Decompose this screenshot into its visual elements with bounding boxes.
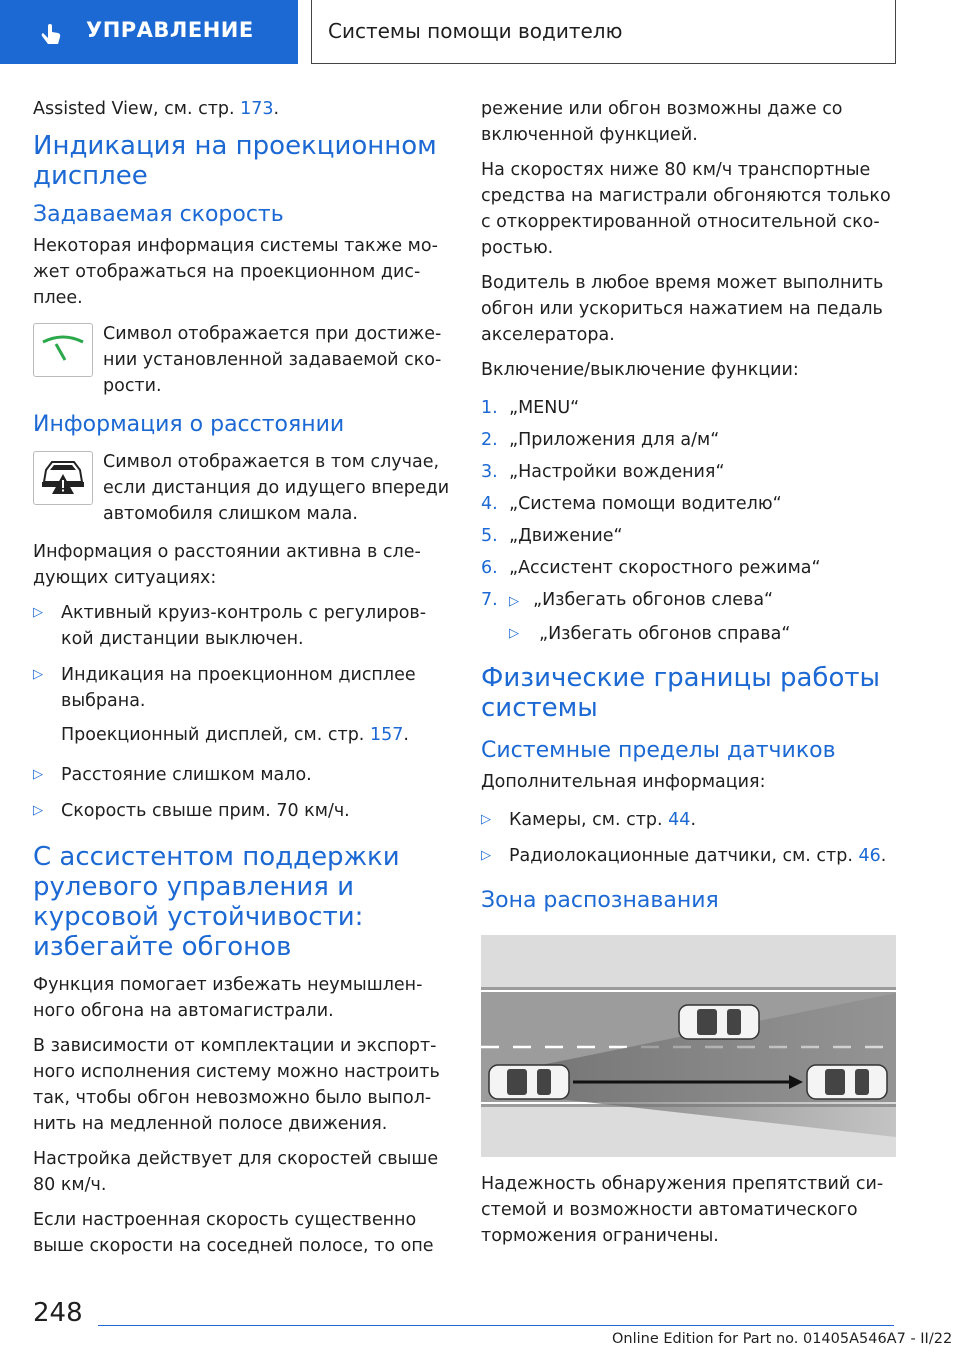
distance-conditions-list-2: [33, 762, 451, 824]
heading-set-speed: Задаваемая скорость: [33, 202, 284, 227]
triangle-bullet-icon: ▷: [33, 667, 43, 682]
triangle-bullet-icon: ▷: [33, 605, 43, 620]
chapter-box: [311, 0, 896, 64]
triangle-bullet-icon: ▷: [33, 767, 43, 782]
page-link-46[interactable]: 46: [858, 846, 881, 866]
paragraph-assist-1: Функция помогает избежать неумышленного обгона на автомагистрали.: [33, 975, 423, 1021]
set-speed-symbol-icon: [33, 323, 93, 377]
hand-steering-icon: [38, 20, 64, 46]
paragraph-right-2: На скоростях ниже 80 км/ч транспортные средства на магистрали обгоняются только с откорректированной относительной скоростью.: [481, 160, 891, 258]
page-link-157[interactable]: 157: [369, 725, 404, 745]
list-item: ▷ „Избегать обгонов справа“: [481, 621, 899, 647]
list-item: ▷ Активный круиз-контроль с регулировкой дистанции выключен.: [33, 600, 451, 652]
distance-warning-icon: [33, 451, 93, 505]
sensor-list: [481, 807, 899, 869]
paragraph-assist-2: В зависимости от комплектации и экспортного исполнения систему можно настроить так, чтобы обгон невозможно было выполнить на медленной полосе движения.: [33, 1036, 440, 1134]
heading-sensor-limits: Системные пределы датчиков: [481, 738, 836, 763]
heading-detection-zone: Зона распознавания: [481, 888, 719, 913]
list-item: ▷ Камеры, см. стр. 44.: [481, 807, 899, 833]
paragraph-right-3: Водитель в любое время может выполнить обгон или ускориться нажатием на педаль акселератора.: [481, 273, 884, 345]
heading-distance: Информация о расстоянии: [33, 412, 345, 437]
footer-divider: [98, 1325, 894, 1326]
list-item: ▷ Индикация на проекционном дисплее выбрана.: [33, 662, 451, 714]
distance-conditions-list: [33, 600, 451, 714]
heading-hud: Индикация на проекционном дисплее: [33, 131, 437, 191]
speed-symbol-text: Символ отображается при достижении установленной задаваемой скорости.: [103, 324, 442, 396]
list-item: 6. „Ассистент скоростного режима“: [481, 558, 821, 578]
speed-symbol-row: [33, 321, 451, 399]
paragraph-right-1: режение или обгон возможны даже со включенной функцией.: [481, 99, 843, 145]
distance-symbol-row: [33, 449, 451, 527]
menu-steps-list: [481, 395, 899, 647]
section-title: УПРАВЛЕНИЕ: [86, 18, 254, 42]
car-icon: [679, 1005, 759, 1039]
right-column: [481, 96, 899, 1258]
section-tab: [0, 0, 298, 64]
triangle-bullet-icon: ▷: [33, 803, 43, 818]
list-item: 1. „MENU“: [481, 398, 580, 418]
page-number: 248: [33, 1298, 83, 1328]
list-item: 7. ▷ „Избегать обгонов слева“: [481, 590, 774, 610]
paragraph-assist-4: Если настроенная скорость существенно выше скорости на соседней полосе, то опе: [33, 1210, 434, 1256]
paragraph-assist-3: Настройка действует для скоростей свыше 80 км/ч.: [33, 1149, 439, 1195]
triangle-bullet-icon: ▷: [509, 626, 519, 641]
triangle-bullet-icon: ▷: [481, 848, 491, 863]
heading-avoid-overtaking: С ассистентом поддержки рулевого управления и курсовой устойчивости: избегайте обгонов: [33, 842, 400, 962]
list-item: 2. „Приложения для а/м“: [481, 430, 720, 450]
car-ahead-icon: [807, 1065, 887, 1099]
hud-reference: Проекционный дисплей, см. стр. 157.: [61, 725, 409, 745]
intro-paragraph: Assisted View, см. стр. 173.: [33, 99, 280, 119]
page-link-44[interactable]: 44: [668, 810, 691, 830]
distance-symbol-text: Символ отображается в том случае, если дистанция до идущего впереди автомобиля слишком мала.: [103, 452, 450, 524]
list-item: 3. „Настройки вождения“: [481, 462, 725, 482]
edition-note: Online Edition for Part no. 01405A546A7 - II/22: [612, 1331, 953, 1347]
paragraph-more-info: Дополнительная информация:: [481, 772, 766, 792]
list-item: 5. „Движение“: [481, 526, 623, 546]
page-link-173[interactable]: 173: [240, 99, 274, 119]
list-item: ▷ Скорость свыше прим. 70 км/ч.: [33, 798, 451, 824]
left-column: [33, 96, 451, 1268]
paragraph-reliability: Надежность обнаружения препятствий системой и возможности автоматического торможения ограничены.: [481, 1174, 884, 1246]
heading-physical-limits: Физические границы работы системы: [481, 663, 881, 723]
list-item: ▷ Радиолокационные датчики, см. стр. 46.: [481, 843, 899, 869]
triangle-bullet-icon: ▷: [509, 594, 519, 609]
paragraph-right-4: Включение/выключение функции:: [481, 360, 799, 380]
triangle-bullet-icon: ▷: [481, 812, 491, 827]
paragraph-distance-active: Информация о расстоянии активна в следующих ситуациях:: [33, 542, 421, 588]
ego-car-icon: [489, 1065, 569, 1099]
chapter-title: Системы помощи водителю: [328, 19, 623, 43]
list-item: ▷ Расстояние слишком мало.: [33, 762, 451, 788]
detection-zone-illustration: [481, 935, 896, 1157]
paragraph-hud: Некоторая информация системы также может отображаться на проекционном дисплее.: [33, 236, 438, 308]
list-item: 4. „Система помощи водителю“: [481, 494, 782, 514]
